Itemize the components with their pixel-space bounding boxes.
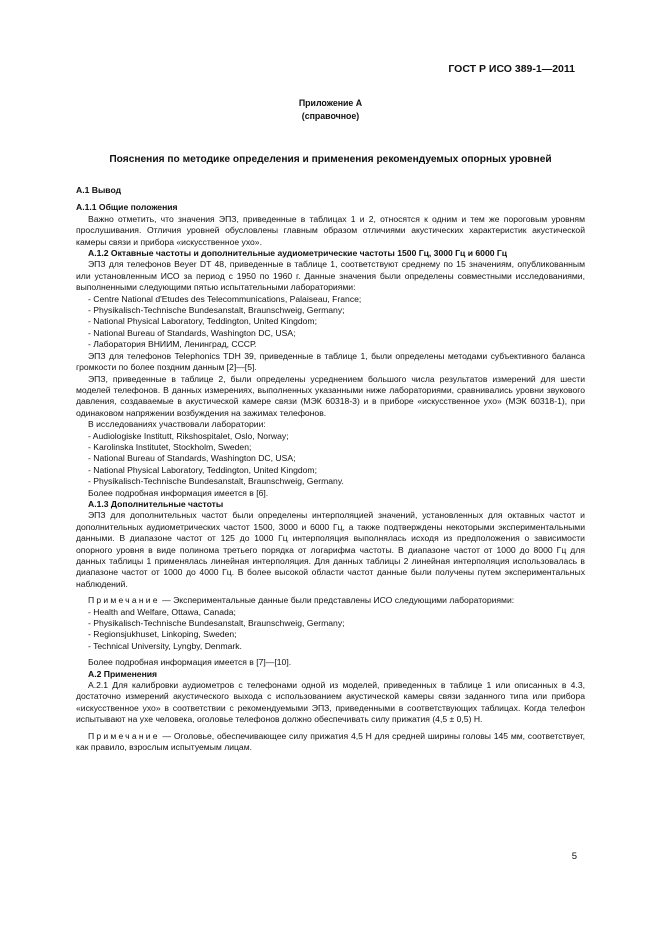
lab-list-item: - National Bureau of Standards, Washington DC, USA;	[88, 453, 296, 464]
lab-list-item: - Karolinska Institutet, Stockholm, Sweden;	[88, 441, 252, 452]
section-a1-2-heading: А.1.2 Октавные частоты и дополнительные аудиометрические частоты 1500 Гц, 3000 Гц и 6000 Гц	[88, 248, 508, 259]
note-paragraph	[76, 595, 585, 606]
page-number: 5	[571, 851, 577, 862]
lab-list-item: - National Bureau of Standards, Washington DC, USA;	[88, 327, 296, 338]
section-a2-1-text: А.2.1 Для калибровки аудиометров с телефонами одной из моделей, приведенных в таблице 1 или описанных в 4.3, достаточно измерений акустического выхода с использованием акустической камеры связи заданного типа или прибора «искусственное ухо» в соответствии с рекомендуемыми ЭПЗ, приведенными в соответствующих таблицах. Когда телефон испытывают на ухе человека, оголовье телефонов должно обеспечивать силу прижатия (4,5 ± 0,5) Н.	[76, 680, 585, 725]
note-label: Примечание	[88, 595, 160, 606]
appendix-type: (справочное)	[301, 111, 360, 121]
section-a1-1-heading: А.1.1 Общие положения	[76, 202, 178, 213]
reference-note: Более подробная информация имеется в [7]—[10].	[88, 657, 292, 668]
appendix-title: Пояснения по методике определения и применения рекомендуемых опорных уровней	[109, 154, 552, 165]
section-a1-2-paragraph: ЭПЗ для телефонов Telephonics TDH 39, приведенные в таблице 1, были определены методами субъективного баланса громкости по более поздним данным [2]—[5].	[76, 350, 585, 373]
appendix-label: Приложение А	[298, 98, 363, 108]
lab-list-item: - Health and Welfare, Ottawa, Canada;	[88, 606, 236, 617]
section-a1-heading: А.1 Вывод	[76, 185, 122, 195]
lab-list-item: - Physikalisch-Technische Bundesanstalt, Braunschweig, Germany.	[88, 476, 344, 487]
lab-list-item: - Regionsjukhuset, Linkoping, Sweden;	[88, 629, 237, 640]
section-a1-2-paragraph: В исследованиях участвовали лаборатории:	[88, 419, 266, 430]
note-text: — Оголовье, обеспечивающее силу прижатия 4,5 Н для средней ширины головы 145 мм, соответствует, как правило, взрослым испытуемым лицам.	[76, 730, 585, 753]
section-a1-2-paragraph: ЭПЗ для телефонов Beyer DT 48, приведенные в таблице 1, соответствуют среднему по 15 значениям, опубликованным или установленным ИСО за период с 1950 по 1960 г. Данные значения были определены совместными исследованиями, выполненными следующими пятью испытательными лабораториями:	[76, 259, 585, 293]
lab-list-item: - Physikalisch-Technische Bundesanstalt, Braunschweig, Germany;	[88, 618, 345, 629]
note-text: — Экспериментальные данные были представлены ИСО следующими лабораториями:	[159, 595, 515, 606]
section-a1-3-heading: А.1.3 Дополнительные частоты	[88, 498, 224, 509]
section-a1-3-text: ЭПЗ для дополнительных частот были определены интерполяцией значений, установленных для октавных частот и дополнительных аудиометрических частот 1500, 3000 и 6000 Гц, а также подтверждены некоторыми экспериментальными данными. В диапазоне частот от 125 до 1000 Гц интерполяция выполнялась исходя из предположения о зависимости опорного уровня в виде полинома третьего порядка от логарифма частоты. В диапазоне частот от 1000 до 8000 Гц для данных таблицы 1 применялась линейная интерполяция. Для данных таблицы 2 линейная интерполяция использовалась в диапазоне частот от 1000 до 4000 Гц. В более высокой области частот данные были получены путем экспериментальных наблюдений.	[76, 510, 585, 589]
lab-list-item: - Audiologiske Institutt, Rikshospitalet, Oslo, Norway;	[88, 430, 289, 441]
note-label: Примечание	[88, 730, 160, 741]
lab-list-item: - National Physical Laboratory, Teddington, United Kingdom;	[88, 316, 317, 327]
standard-designation: ГОСТ Р ИСО 389-1—2011	[448, 63, 575, 75]
note-paragraph	[76, 731, 585, 754]
lab-list-item: - National Physical Laboratory, Teddington, United Kingdom;	[88, 464, 317, 475]
section-a1-2-paragraph: ЭПЗ, приведенные в таблице 2, были определены усреднением большого числа результатов измерений для шести моделей телефонов. В данных измерениях, выполненных указанными ниже лабораториями, сравнивались уровни звукового давления, создаваемые в акустической камере связи (МЭК 60318-3) и в приборе «искусственное ухо» (МЭК 60318-1), при одинаковом напряжении возбуждения на зажимах телефонов.	[76, 373, 585, 418]
lab-list-item: - Centre National d'Etudes des Telecommunications, Palaiseau, France;	[88, 293, 362, 304]
lab-list-item: - Physikalisch-Technische Bundesanstalt, Braunschweig, Germany;	[88, 305, 345, 316]
lab-list-item: - Лаборатория ВНИИМ, Ленинград, СССР.	[88, 339, 257, 350]
section-a1-1-text: Важно отметить, что значения ЭПЗ, приведенные в таблицах 1 и 2, относятся к одним и тем же пороговым уровням прослушивания. Отличия уровней обусловлены главным образом отличиями акустических характеристик акустической камеры связи и прибора «искусственное ухо».	[76, 213, 585, 247]
lab-list-item: - Technical University, Lyngby, Denmark.	[88, 640, 242, 651]
section-a2-heading: А.2 Применения	[88, 668, 158, 679]
appendix-heading	[0, 97, 661, 123]
document-body	[76, 185, 585, 754]
reference-note: Более подробная информация имеется в [6].	[88, 487, 269, 498]
